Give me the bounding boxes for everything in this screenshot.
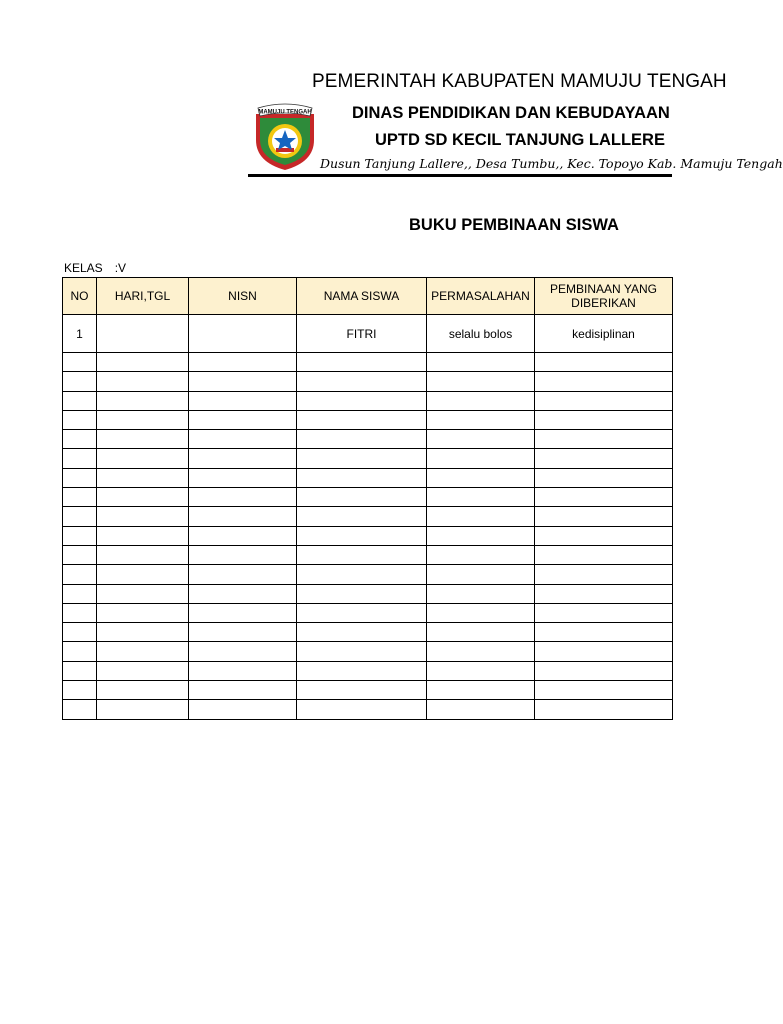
table-row [63, 507, 673, 526]
cell-guidance[interactable] [535, 430, 673, 449]
cell-no[interactable] [63, 507, 97, 526]
table-row [63, 315, 673, 353]
cell-problem[interactable] [427, 507, 535, 526]
table-row [63, 410, 673, 429]
cell-nisn[interactable] [189, 623, 297, 642]
header-nisn: NISN [189, 278, 297, 315]
cell-student-name[interactable] [297, 430, 427, 449]
cell-date[interactable] [97, 468, 189, 487]
cell-student-name[interactable] [297, 449, 427, 468]
header-no: NO [63, 278, 97, 315]
cell-problem[interactable] [427, 353, 535, 372]
cell-no[interactable] [63, 700, 97, 719]
header-problem: PERMASALAHAN [427, 278, 535, 315]
cell-guidance[interactable] [535, 681, 673, 700]
cell-nisn[interactable] [189, 391, 297, 410]
guidance-table [62, 277, 673, 720]
cell-problem[interactable] [427, 526, 535, 545]
cell-guidance[interactable] [535, 661, 673, 680]
cell-nisn[interactable] [189, 488, 297, 507]
header-date: HARI,TGL [97, 278, 189, 315]
cell-guidance[interactable]: kedisiplinan [535, 315, 673, 353]
cell-nisn[interactable] [189, 661, 297, 680]
class-label: KELAS [64, 261, 103, 275]
cell-student-name[interactable] [297, 623, 427, 642]
cell-nisn[interactable] [189, 353, 297, 372]
letterhead-divider [248, 174, 672, 177]
cell-date[interactable] [97, 565, 189, 584]
table-row [63, 353, 673, 372]
cell-no[interactable] [63, 565, 97, 584]
cell-nisn[interactable] [189, 584, 297, 603]
cell-student-name[interactable]: FITRI [297, 315, 427, 353]
cell-problem[interactable]: selalu bolos [427, 315, 535, 353]
cell-student-name[interactable] [297, 526, 427, 545]
cell-nisn[interactable] [189, 372, 297, 391]
cell-no[interactable]: 1 [63, 315, 97, 353]
cell-student-name[interactable] [297, 372, 427, 391]
cell-guidance[interactable] [535, 449, 673, 468]
cell-problem[interactable] [427, 623, 535, 642]
cell-nisn[interactable] [189, 526, 297, 545]
cell-guidance[interactable] [535, 468, 673, 487]
cell-nisn[interactable] [189, 700, 297, 719]
cell-date[interactable] [97, 507, 189, 526]
cell-date[interactable] [97, 603, 189, 622]
cell-no[interactable] [63, 623, 97, 642]
cell-no[interactable] [63, 545, 97, 564]
cell-nisn[interactable] [189, 410, 297, 429]
cell-no[interactable] [63, 642, 97, 661]
cell-guidance[interactable] [535, 507, 673, 526]
cell-no[interactable] [63, 410, 97, 429]
cell-no[interactable] [63, 449, 97, 468]
cell-problem[interactable] [427, 488, 535, 507]
cell-no[interactable] [63, 603, 97, 622]
cell-no[interactable] [63, 488, 97, 507]
table-row [63, 391, 673, 410]
cell-nisn[interactable] [189, 430, 297, 449]
regency-emblem-icon [250, 102, 320, 172]
cell-nisn[interactable] [189, 681, 297, 700]
cell-no[interactable] [63, 584, 97, 603]
cell-guidance[interactable] [535, 391, 673, 410]
cell-date[interactable] [97, 391, 189, 410]
letterhead [248, 64, 783, 184]
cell-no[interactable] [63, 372, 97, 391]
cell-problem[interactable] [427, 545, 535, 564]
cell-student-name[interactable] [297, 661, 427, 680]
document-title: BUKU PEMBINAAN SISWA [409, 216, 619, 234]
letterhead-address: Dusun Tanjung Lallere,, Desa Tumbu,, Kec. Topoyo Kab. Mamuju Tengah [320, 156, 783, 171]
cell-date[interactable] [97, 584, 189, 603]
table-row [63, 488, 673, 507]
cell-date[interactable] [97, 353, 189, 372]
cell-student-name[interactable] [297, 488, 427, 507]
cell-date[interactable] [97, 449, 189, 468]
cell-no[interactable] [63, 353, 97, 372]
cell-problem[interactable] [427, 661, 535, 680]
cell-problem[interactable] [427, 410, 535, 429]
table-row [63, 372, 673, 391]
cell-nisn[interactable] [189, 642, 297, 661]
cell-guidance[interactable] [535, 488, 673, 507]
cell-problem[interactable] [427, 391, 535, 410]
table-row [63, 545, 673, 564]
header-guidance: PEMBINAAN YANG DIBERIKAN [535, 278, 673, 315]
cell-problem[interactable] [427, 468, 535, 487]
cell-nisn[interactable] [189, 507, 297, 526]
cell-nisn[interactable] [189, 468, 297, 487]
cell-problem[interactable] [427, 584, 535, 603]
table-row [63, 449, 673, 468]
cell-guidance[interactable] [535, 410, 673, 429]
cell-guidance[interactable] [535, 603, 673, 622]
cell-nisn[interactable] [189, 545, 297, 564]
cell-guidance[interactable] [535, 526, 673, 545]
cell-no[interactable] [63, 526, 97, 545]
table-row [63, 603, 673, 622]
cell-no[interactable] [63, 681, 97, 700]
cell-problem[interactable] [427, 642, 535, 661]
cell-student-name[interactable] [297, 700, 427, 719]
cell-date[interactable] [97, 623, 189, 642]
cell-student-name[interactable] [297, 584, 427, 603]
cell-problem[interactable] [427, 372, 535, 391]
cell-date[interactable] [97, 526, 189, 545]
cell-student-name[interactable] [297, 391, 427, 410]
cell-date[interactable] [97, 315, 189, 353]
table-header-row [63, 278, 673, 315]
class-info [64, 261, 126, 275]
cell-guidance[interactable] [535, 565, 673, 584]
cell-nisn[interactable] [189, 315, 297, 353]
cell-date[interactable] [97, 642, 189, 661]
cell-guidance[interactable] [535, 353, 673, 372]
cell-date[interactable] [97, 661, 189, 680]
table-row [63, 700, 673, 719]
cell-no[interactable] [63, 430, 97, 449]
table-row [63, 623, 673, 642]
cell-guidance[interactable] [535, 700, 673, 719]
cell-date[interactable] [97, 545, 189, 564]
table-row [63, 642, 673, 661]
table-row [63, 526, 673, 545]
cell-student-name[interactable] [297, 507, 427, 526]
cell-student-name[interactable] [297, 410, 427, 429]
cell-problem[interactable] [427, 565, 535, 584]
cell-problem[interactable] [427, 430, 535, 449]
cell-problem[interactable] [427, 700, 535, 719]
header-student-name: NAMA SISWA [297, 278, 427, 315]
cell-problem[interactable] [427, 681, 535, 700]
logo-caption: MAMUJU TENGAH [258, 109, 312, 116]
cell-nisn[interactable] [189, 565, 297, 584]
cell-student-name[interactable] [297, 468, 427, 487]
cell-no[interactable] [63, 468, 97, 487]
cell-no[interactable] [63, 391, 97, 410]
cell-problem[interactable] [427, 603, 535, 622]
cell-date[interactable] [97, 488, 189, 507]
table-row [63, 468, 673, 487]
cell-guidance[interactable] [535, 623, 673, 642]
letterhead-government: PEMERINTAH KABUPATEN MAMUJU TENGAH [312, 71, 727, 92]
cell-nisn[interactable] [189, 449, 297, 468]
cell-guidance[interactable] [535, 545, 673, 564]
table-row [63, 661, 673, 680]
class-value: :V [114, 261, 127, 275]
cell-problem[interactable] [427, 449, 535, 468]
table-row [63, 565, 673, 584]
cell-guidance[interactable] [535, 584, 673, 603]
cell-student-name[interactable] [297, 545, 427, 564]
cell-nisn[interactable] [189, 603, 297, 622]
table-row [63, 430, 673, 449]
cell-date[interactable] [97, 410, 189, 429]
cell-guidance[interactable] [535, 642, 673, 661]
cell-student-name[interactable] [297, 603, 427, 622]
letterhead-school: UPTD SD KECIL TANJUNG LALLERE [375, 131, 665, 149]
table-row [63, 584, 673, 603]
cell-date[interactable] [97, 430, 189, 449]
cell-guidance[interactable] [535, 372, 673, 391]
cell-no[interactable] [63, 661, 97, 680]
table-row [63, 681, 673, 700]
cell-student-name[interactable] [297, 565, 427, 584]
cell-date[interactable] [97, 700, 189, 719]
cell-student-name[interactable] [297, 353, 427, 372]
cell-date[interactable] [97, 681, 189, 700]
letterhead-department: DINAS PENDIDIKAN DAN KEBUDAYAAN [352, 104, 670, 122]
cell-student-name[interactable] [297, 642, 427, 661]
cell-student-name[interactable] [297, 681, 427, 700]
cell-date[interactable] [97, 372, 189, 391]
